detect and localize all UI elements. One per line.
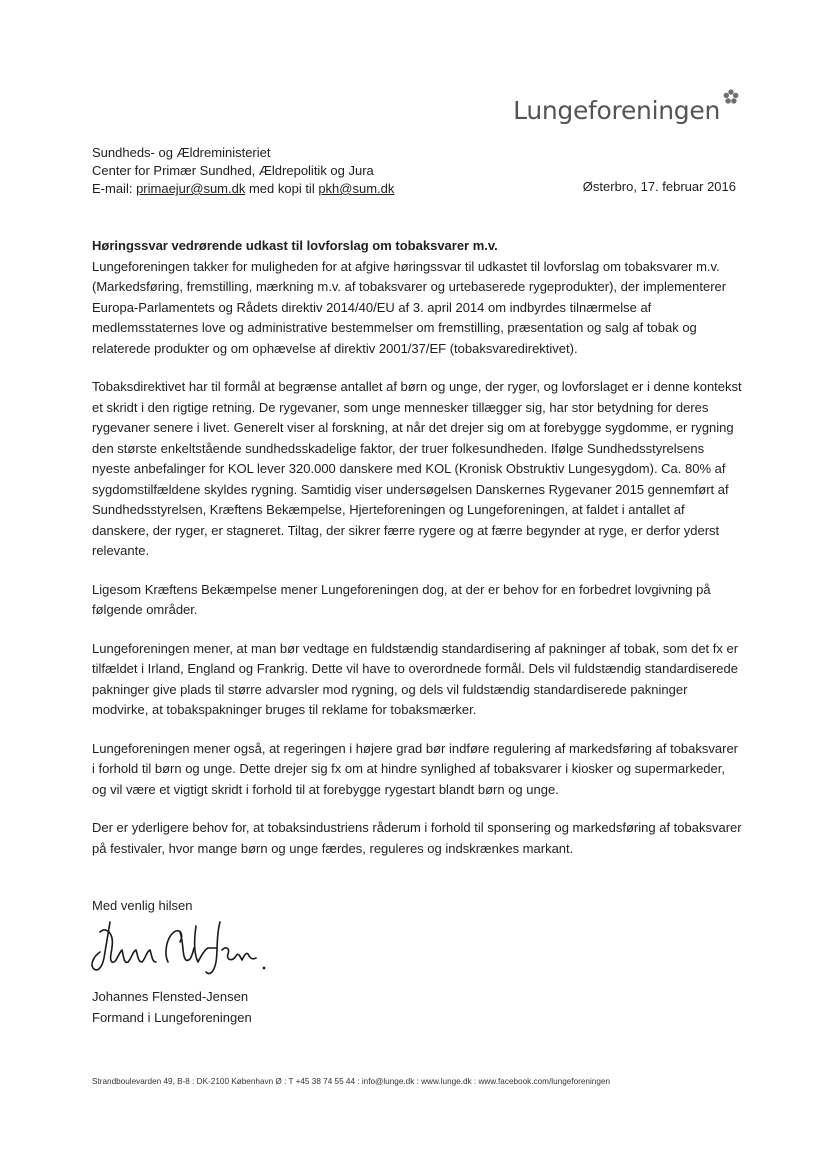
logo-text: Lungeforeningen	[513, 96, 720, 125]
email-copy-text: med kopi til	[245, 181, 319, 196]
paragraph-1: Lungeforeningen takker for muligheden for at afgive høringssvar til udkastet til lovforslag om tobaksvarer m.v. (Markedsføring, fremstilling, mærkning m.v. af tobaksvarer og urtebaserede rygeprodukter), der implementerer Europa-Parlamentets og Rådets direktiv 2014/40/EU af 3. april 2014 om indbyrdes tilnærmelse af medlemsstaternes love og administrative bestemmelser om fremstilling, præsentation og salg af tobak og relaterede produkter og om ophævelse af direktiv 2001/37/EF (tobaksvaredirektivet).	[92, 258, 727, 356]
letter-body	[92, 236, 742, 877]
flower-icon	[722, 88, 740, 106]
signer-name: Johannes Flensted-Jensen	[92, 989, 249, 1004]
paragraph-5: Lungeforeningen mener også, at regeringen i højere grad bør indføre regulering af markedsføring af tobaksvarer i forhold til børn og unge. Dette drejer sig fx om at hindre synlighed af tobaksvarer i kiosker og supermarkeder, og vil være et vigtigt skridt i forhold til at forebygge rygestart blandt børn og unge.	[92, 740, 739, 797]
recipient-address	[92, 144, 394, 198]
signer-title: Formand i Lungeforeningen	[92, 1009, 252, 1025]
paragraph-2: Tobaksdirektivet har til formål at begrænse antallet af børn og unge, der ryger, og lovforslaget er i denne kontekst et skridt i den rigtige retning. De rygevaner, som unge mennesker tillægger sig, har stor betydning for deres rygevaner senere i livet. Generelt viser al forskning, at når det drejer sig om at forebygge sygdomme, er rygning den største enkeltstående sundhedsskadelige faktor, der truer folkesundheden. Ifølge Sundhedsstyrelsens nyeste anbefalinger for KOL lever 320.000 danskere med KOL (Kronisk Obstruktiv Lungesygdom). Ca. 80% af sygdomstilfældene skyldes rygning. Samtidig viser undersøgelsen Danskernes Rygevaner 2015 gennemført af Sundhedsstyrelsen, Kræftens Bekæmpelse, Hjerteforeningen og Lungeforeningen, at faldet i antallet af danskere, der ryger, er stagneret. Tiltag, der sikrer færre rygere og at færre begynder at ryge, er derfor yderst relevante.	[92, 379, 742, 558]
email-link-copy[interactable]: pkh@sum.dk	[318, 181, 395, 196]
letter-footer: Strandboulevarden 49, B-8 : DK-2100 København Ø : T +45 38 74 55 44 : info@lunge.dk : www.lunge.dk : www.facebook.com/lungeforeningen	[92, 1077, 611, 1086]
letter-subject: Høringssvar vedrørende udkast til lovforslag om tobaksvarer m.v.	[92, 238, 498, 253]
handwritten-signature	[88, 918, 278, 980]
email-prefix: E-mail:	[92, 181, 137, 196]
letterhead-logo	[513, 84, 740, 123]
email-link-primary[interactable]: primaejur@sum.dk	[136, 181, 246, 196]
closing-greeting: Med venlig hilsen	[92, 898, 193, 913]
paragraph-4: Lungeforeningen mener, at man bør vedtage en fuldstændig standardisering af pakninger af tobak, som det fx er tilfældet i Irland, England og Frankrig. Dette vil have to overordnede formål. Dels vil fuldstændig standardiserede pakninger give plads til større advarsler mod rygning, og dels vil fuldstændig standardiserede pakninger modvirke, at tobakspakninger bruges til reklame for tobaksmærker.	[92, 640, 739, 717]
paragraph-3: Ligesom Kræftens Bekæmpelse mener Lungeforeningen dog, at der er behov for en forbedret lovgivning på følgende områder.	[92, 581, 711, 617]
recipient-line-ministry: Sundheds- og Ældreministeriet	[92, 145, 271, 160]
recipient-email-line	[92, 180, 394, 198]
paragraph-6: Der er yderligere behov for, at tobaksindustriens råderum i forhold til sponsering og markedsføring af tobaksvarer på festivaler, hvor mange børn og unge færdes, reguleres og indskrænkes markant.	[92, 820, 742, 856]
recipient-line-center: Center for Primær Sundhed, Ældrepolitik og Jura	[92, 163, 374, 178]
signer-block	[92, 987, 252, 1028]
letter-date: Østerbro, 17. februar 2016	[582, 179, 736, 194]
